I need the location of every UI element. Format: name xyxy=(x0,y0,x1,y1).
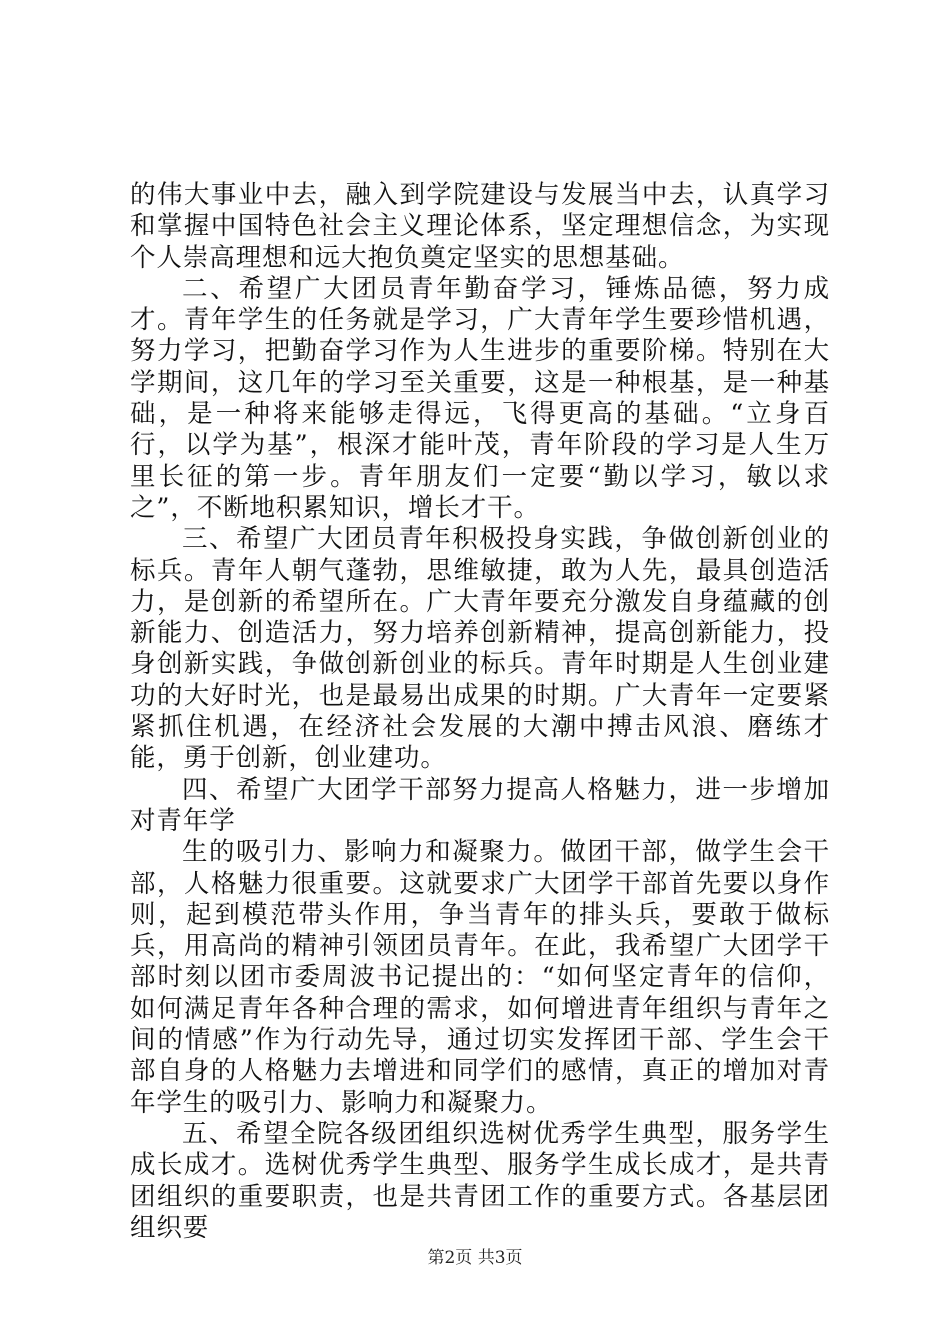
body-paragraph-6: 五、希望全院各级团组织选树优秀学生典型，服务学生成长成才。选树优秀学生典型、服务学生成长成才，是共青团组织的重要职责，也是共青团工作的重要方式。各基层团组织要 xyxy=(130,1118,830,1243)
body-paragraph-5: 生的吸引力、影响力和凝聚力。做团干部，做学生会干部，人格魅力很重要。这就要求广大团学干部首先要以身作则，起到模范带头作用，争当青年的排头兵，要敢于做标兵，用高尚的精神引领团员青年。在此，我希望广大团学干部时刻以团市委周波书记提出的：“如何坚定青年的信仰，如何满足青年各种合理的需求，如何增进青年组织与青年之间的情感”作为行动先导，通过切实发挥团干部、学生会干部自身的人格魅力去增进和同学们的感情，真正的增加对青年学生的吸引力、影响力和凝聚力。 xyxy=(130,837,830,1118)
body-paragraph-3: 三、希望广大团员青年积极投身实践，争做创新创业的标兵。青年人朝气蓬勃，思维敏捷，敢为人先，最具创造活力，是创新的希望所在。广大青年要充分激发自身蕴藏的创新能力、创造活力，努力培养创新精神，提高创新能力，投身创新实践，争做创新创业的标兵。青年时期是人生创业建功的大好时光，也是最易出成果的时期。广大青年一定要紧紧抓住机遇，在经济社会发展的大潮中搏击风浪、磨练才能，勇于创新，创业建功。 xyxy=(130,524,830,774)
body-paragraph-2: 二、希望广大团员青年勤奋学习，锤炼品德，努力成才。青年学生的任务就是学习，广大青年学生要珍惜机遇，努力学习，把勤奋学习作为人生进步的重要阶梯。特别在大学期间，这几年的学习至关重要，这是一种根基，是一种基础，是一种将来能够走得远，飞得更高的基础。“立身百行，以学为基”，根深才能叶茂，青年阶段的学习是人生万里长征的第一步。青年朋友们一定要“勤以学习，敏以求之”，不断地积累知识，增长才干。 xyxy=(130,273,830,523)
document-body xyxy=(130,180,830,1244)
body-paragraph-4: 四、希望广大团学干部努力提高人格魅力，进一步增加对青年学 xyxy=(130,774,830,836)
body-paragraph-1: 的伟大事业中去，融入到学院建设与发展当中去，认真学习和掌握中国特色社会主义理论体系，坚定理想信念，为实现个人崇高理想和远大抱负奠定坚实的思想基础。 xyxy=(130,180,830,273)
page-number-footer: 第2页 共3页 xyxy=(427,1248,523,1268)
